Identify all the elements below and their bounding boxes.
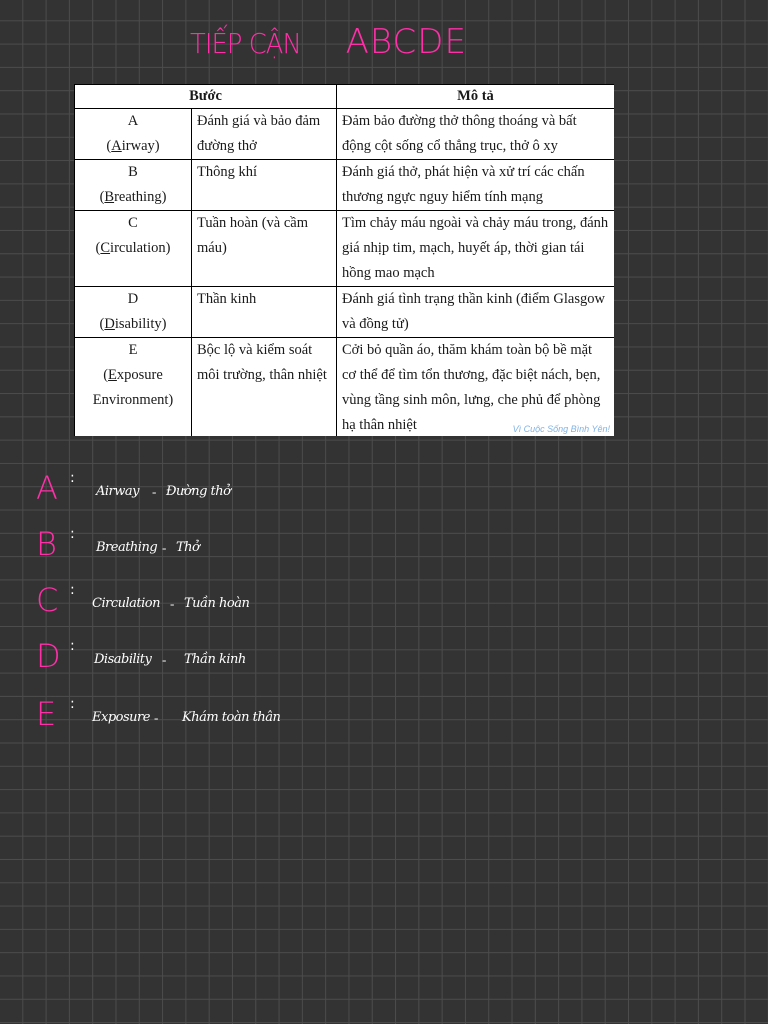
note-colon: : — [70, 582, 75, 598]
note-dash: - — [170, 596, 175, 611]
step-name-vi: Đánh giá và bảo đảm đường thở — [192, 109, 337, 160]
note-letter: A — [36, 469, 58, 507]
step-initial: D — [104, 316, 115, 332]
step-rest: isability) — [114, 316, 167, 332]
table-row — [75, 287, 615, 338]
abcde-table — [74, 84, 614, 436]
note-colon: : — [70, 470, 75, 486]
step-rest: xposure — [116, 367, 163, 383]
watermark-text: Vì Cuộc Sống Bình Yên! — [512, 424, 610, 434]
step-description: Cởi bỏ quần áo, thăm khám toàn bộ bề mặt cơ thể để tìm tổn thương, đặc biệt nách, bẹn, vùng tầng sinh môn, lưng, che phủ để phòng hạ thân nhiệt — [337, 338, 615, 437]
step-cell: E (Exposure Environment) — [75, 338, 192, 437]
note-meaning: Tuần hoàn — [184, 596, 250, 611]
step-name-vi: Bộc lộ và kiểm soát môi trường, thân nhiệt — [192, 338, 337, 437]
step-description: Đảm bảo đường thở thông thoáng và bất động cột sống cổ thẳng trục, thở ô xy — [337, 109, 615, 160]
step-letter: A — [127, 113, 139, 129]
table-row — [75, 109, 615, 160]
step-initial: A — [111, 138, 122, 154]
note-term: Circulation — [92, 596, 160, 611]
table-row — [75, 211, 615, 287]
step-letter: B — [128, 164, 138, 180]
step-name-vi: Thần kinh — [192, 287, 337, 338]
step-initial: C — [100, 240, 111, 256]
step-name-vi: Tuần hoàn (và cầm máu) — [192, 211, 337, 287]
step-cell: A (Airway) — [75, 109, 192, 160]
note-item-circulation — [36, 580, 356, 620]
step-description: Đánh giá tình trạng thần kinh (điểm Glasgow và đồng tử) — [337, 287, 615, 338]
page-title-part2: ABCDE — [345, 22, 467, 62]
note-item-exposure — [36, 694, 356, 734]
note-colon: : — [70, 696, 75, 712]
header-description: Mô tả — [337, 85, 615, 109]
table-row — [75, 160, 615, 211]
note-letter: D — [36, 637, 61, 675]
note-colon: : — [70, 638, 75, 654]
note-dash: - — [162, 540, 167, 555]
note-dash: - — [152, 484, 157, 499]
note-meaning: Thần kinh — [184, 652, 246, 667]
step-initial: B — [104, 189, 115, 205]
note-letter: C — [36, 581, 59, 619]
note-term: Airway — [96, 484, 139, 499]
step-description: Đánh giá thở, phát hiện và xử trí các chấn thương ngực nguy hiểm tính mạng — [337, 160, 615, 211]
note-meaning: Đường thở — [166, 484, 231, 499]
note-letter: E — [36, 695, 57, 733]
note-term: Disability — [94, 652, 152, 667]
note-term: Breathing — [96, 540, 158, 555]
note-letter: B — [36, 525, 57, 563]
note-item-airway — [36, 468, 356, 508]
step-cell: D (Disability) — [75, 287, 192, 338]
table-header-row — [75, 85, 615, 109]
step-rest: irculation) — [110, 240, 171, 256]
step-initial: E — [108, 367, 117, 383]
step-cell: C (Circulation) — [75, 211, 192, 287]
step-cell: B (Breathing) — [75, 160, 192, 211]
note-item-disability — [36, 636, 356, 676]
table-row — [75, 338, 615, 437]
note-dash: - — [162, 652, 167, 667]
step-description: Tìm chảy máu ngoài và chảy máu trong, đánh giá nhịp tim, mạch, huyết áp, thời gian tái hồng mao mạch — [337, 211, 615, 287]
step-letter: E — [128, 342, 138, 358]
note-dash: - — [154, 710, 159, 725]
step-rest: reathing) — [114, 189, 167, 205]
step-extra: Environment) — [92, 392, 174, 408]
note-colon: : — [70, 526, 75, 542]
page-title-part1: TIẾP CẬN — [190, 27, 301, 60]
page-title — [190, 20, 467, 64]
step-name-vi: Thông khí — [192, 160, 337, 211]
note-item-breathing — [36, 524, 356, 564]
note-meaning: Thở — [176, 540, 200, 555]
step-rest: irway) — [121, 138, 160, 154]
note-meaning: Khám toàn thân — [182, 710, 281, 725]
step-letter: C — [128, 215, 138, 231]
abcde-table-image — [74, 84, 614, 436]
header-step: Bước — [75, 85, 337, 109]
step-letter: D — [127, 291, 139, 307]
note-term: Exposure — [92, 710, 150, 725]
